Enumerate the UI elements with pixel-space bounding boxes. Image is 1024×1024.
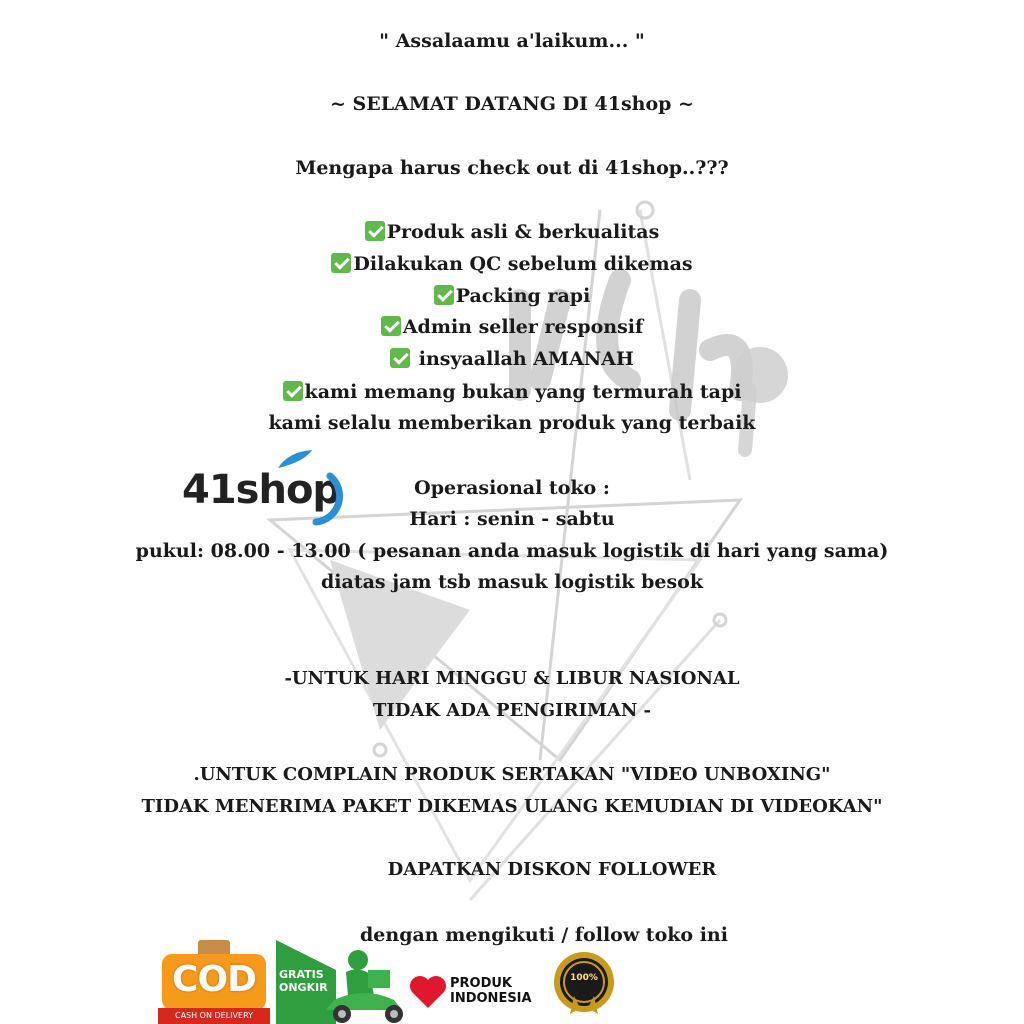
ongkir-line1: GRATIS [279,968,324,981]
produk-line2: INDONESIA [450,991,532,1006]
cod-badge [158,940,270,1024]
logo-text: 41shop [182,467,341,513]
operational-after-hours: diatas jam tsb masuk logistik besok [321,571,703,593]
complaint-notice-line1: .UNTUK COMPLAIN PRODUK SERTAKAN "VIDEO UNBOXING" [193,764,831,785]
holiday-notice-line2: TIDAK ADA PENGIRIMAN - [372,700,652,721]
operational-title: Operasional toko : [414,477,610,499]
operational-days: Hari : senin - sabtu [409,508,615,530]
benefit-label: Produk asli & berkualitas [386,221,660,243]
produk-indonesia-badge [408,968,548,1014]
follower-subtitle: dengan mengikuti / follow toko ini [360,924,728,946]
cod-label: COD [172,959,256,1000]
greeting-text: " Assalaamu a'laikum... " [379,30,645,52]
benefit-label: Admin seller responsif [402,316,644,338]
check-icon [381,316,401,336]
cod-ribbon: CASH ON DELIVERY [158,1008,270,1024]
benefit-item [0,220,1024,244]
ongkir-line2: ONGKIR [279,981,328,994]
benefit-continuation: kami selalu memberikan produk yang terbaik [268,412,756,434]
check-icon [331,253,351,273]
benefit-label: kami memang bukan yang termurah tapi [304,381,742,403]
benefit-item [0,347,1024,371]
produk-line1: PRODUK [450,976,513,991]
check-icon [365,221,385,241]
benefit-label: Dilakukan QC sebelum dikemas [353,253,693,275]
question-text: Mengapa harus check out di 41shop..??? [295,157,729,179]
benefit-item [0,315,1024,339]
benefit-item [0,252,1024,276]
check-icon [434,285,454,305]
complaint-notice-line2: TIDAK MENERIMA PAKET DIKEMAS ULANG KEMUDIAN DI VIDEOKAN" [141,796,883,817]
benefit-item [0,380,1024,404]
benefit-item [0,284,1024,308]
check-icon [283,381,303,401]
heart-icon [408,974,448,1010]
check-icon [390,348,410,368]
holiday-notice-line1: -UNTUK HARI MINGGU & LIBUR NASIONAL [284,668,740,689]
welcome-text: ~ SELAMAT DATANG DI 41shop ~ [330,93,694,115]
gold-seal-icon [552,950,616,1016]
follower-title: DAPATKAN DISKON FOLLOWER [387,859,717,880]
benefit-label: Packing rapi [455,285,591,307]
free-shipping-badge [276,940,412,1024]
benefit-label: insyaallah AMANAH [412,348,634,370]
guarantee-seal-badge [552,950,616,1016]
operational-hours: pukul: 08.00 - 13.00 ( pesanan anda masuk logistik di hari yang sama) [135,540,889,562]
seal-label: 100% [570,973,598,983]
